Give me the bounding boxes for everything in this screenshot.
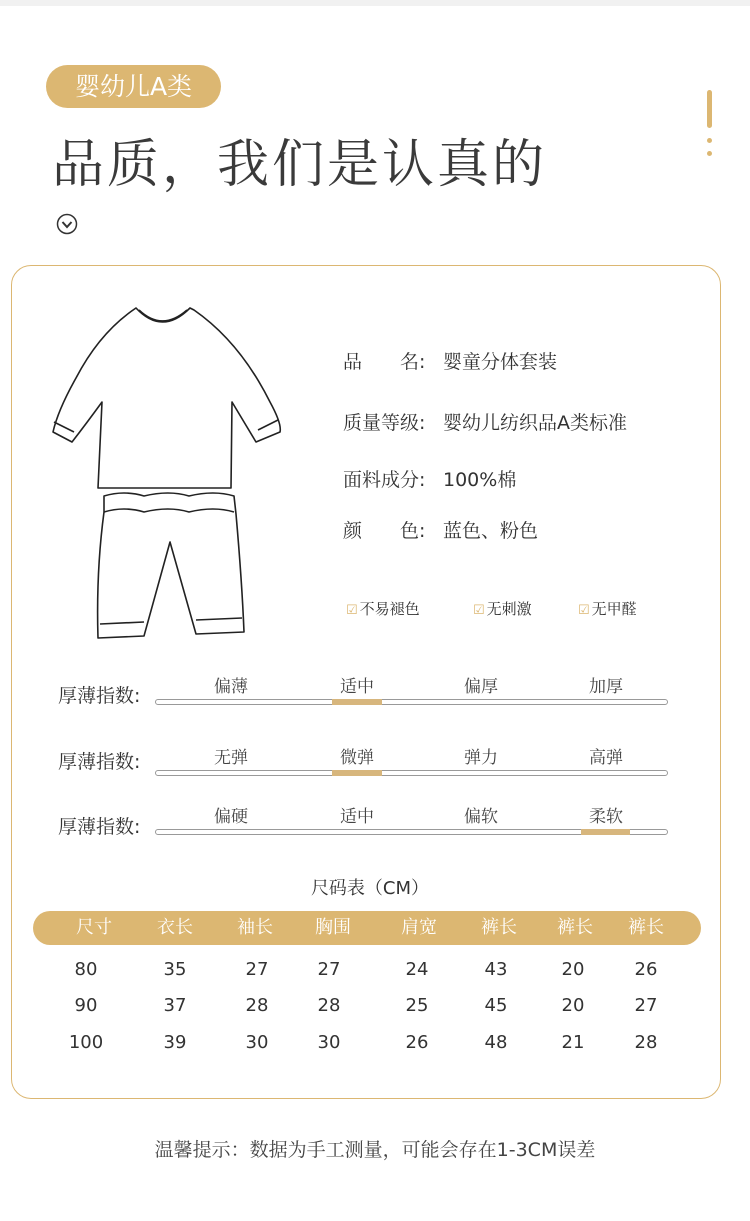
index-level: 偏薄 bbox=[214, 677, 248, 697]
index-level: 适中 bbox=[340, 677, 374, 697]
table-cell: 90 bbox=[74, 995, 98, 1016]
decorative-dot bbox=[707, 138, 712, 143]
table-cell: 45 bbox=[484, 995, 508, 1016]
decorative-bar bbox=[707, 90, 712, 128]
table-cell: 27 bbox=[634, 995, 658, 1016]
index-level: 柔软 bbox=[589, 807, 623, 827]
index-level: 适中 bbox=[340, 807, 374, 827]
check-icon: ☑ bbox=[578, 603, 590, 618]
table-header-cell: 胸围 bbox=[315, 917, 351, 938]
check-icon: ☑ bbox=[473, 603, 485, 618]
table-header-cell: 裤长 bbox=[557, 917, 593, 938]
table-cell: 28 bbox=[245, 995, 269, 1016]
chevron-down-circle-icon bbox=[56, 213, 78, 235]
spec-quality-grade: 质量等级: 婴幼儿纺织品A类标准 bbox=[343, 412, 627, 434]
index-level: 高弹 bbox=[589, 748, 623, 768]
index-level: 无弹 bbox=[214, 748, 248, 768]
table-cell: 30 bbox=[245, 1032, 269, 1053]
table-cell: 48 bbox=[484, 1032, 508, 1053]
index-scale-bar bbox=[155, 770, 668, 776]
size-chart-title: 尺码表（CM） bbox=[310, 878, 430, 899]
index-level: 弹力 bbox=[464, 748, 498, 768]
table-cell: 20 bbox=[561, 959, 585, 980]
index-indicator bbox=[332, 699, 382, 705]
top-divider bbox=[0, 0, 750, 6]
table-cell: 26 bbox=[405, 1032, 429, 1053]
table-header-cell: 裤长 bbox=[628, 917, 664, 938]
table-header-cell: 衣长 bbox=[157, 917, 193, 938]
table-cell: 26 bbox=[634, 959, 658, 980]
baby-outfit-illustration bbox=[44, 292, 294, 652]
page-title: 品质，我们是认真的 bbox=[52, 135, 548, 195]
table-cell: 27 bbox=[317, 959, 341, 980]
size-table-header bbox=[33, 911, 701, 945]
feature-no-irritation: ☑ 无刺激 bbox=[473, 600, 532, 618]
index-level: 微弹 bbox=[340, 748, 374, 768]
index-label: 厚薄指数: bbox=[58, 685, 141, 707]
table-cell: 27 bbox=[245, 959, 269, 980]
table-cell: 35 bbox=[163, 959, 187, 980]
index-label: 厚薄指数: bbox=[58, 816, 141, 838]
measurement-note: 温馨提示：数据为手工测量，可能会存在1-3CM误差 bbox=[154, 1139, 596, 1161]
check-icon: ☑ bbox=[346, 603, 358, 618]
spec-color: 颜 色: 蓝色、粉色 bbox=[343, 520, 539, 542]
category-badge: 婴幼儿A类 bbox=[46, 65, 221, 108]
index-level: 加厚 bbox=[589, 677, 623, 697]
table-cell: 30 bbox=[317, 1032, 341, 1053]
index-indicator bbox=[581, 829, 630, 835]
index-indicator bbox=[332, 770, 382, 776]
table-cell: 43 bbox=[484, 959, 508, 980]
table-cell: 25 bbox=[405, 995, 429, 1016]
index-label: 厚薄指数: bbox=[58, 751, 141, 773]
table-cell: 24 bbox=[405, 959, 429, 980]
index-level: 偏软 bbox=[464, 807, 498, 827]
table-header-cell: 肩宽 bbox=[401, 917, 437, 938]
table-cell: 28 bbox=[634, 1032, 658, 1053]
index-scale-bar bbox=[155, 699, 668, 705]
table-header-cell: 尺寸 bbox=[76, 917, 112, 938]
spec-name: 品 名: 婴童分体套装 bbox=[343, 351, 558, 373]
table-cell: 39 bbox=[163, 1032, 187, 1053]
table-cell: 80 bbox=[74, 959, 98, 980]
index-level: 偏厚 bbox=[464, 677, 498, 697]
spec-fabric: 面料成分: 100%棉 bbox=[343, 469, 517, 491]
index-level: 偏硬 bbox=[214, 807, 248, 827]
table-header-cell: 袖长 bbox=[237, 917, 273, 938]
table-header-cell: 裤长 bbox=[481, 917, 517, 938]
table-cell: 100 bbox=[68, 1032, 104, 1053]
feature-no-fading: ☑ 不易褪色 bbox=[346, 600, 420, 618]
decorative-dot bbox=[707, 151, 712, 156]
feature-no-formaldehyde: ☑ 无甲醛 bbox=[578, 600, 637, 618]
table-cell: 21 bbox=[561, 1032, 585, 1053]
table-cell: 37 bbox=[163, 995, 187, 1016]
table-cell: 20 bbox=[561, 995, 585, 1016]
index-scale-bar bbox=[155, 829, 668, 835]
table-cell: 28 bbox=[317, 995, 341, 1016]
